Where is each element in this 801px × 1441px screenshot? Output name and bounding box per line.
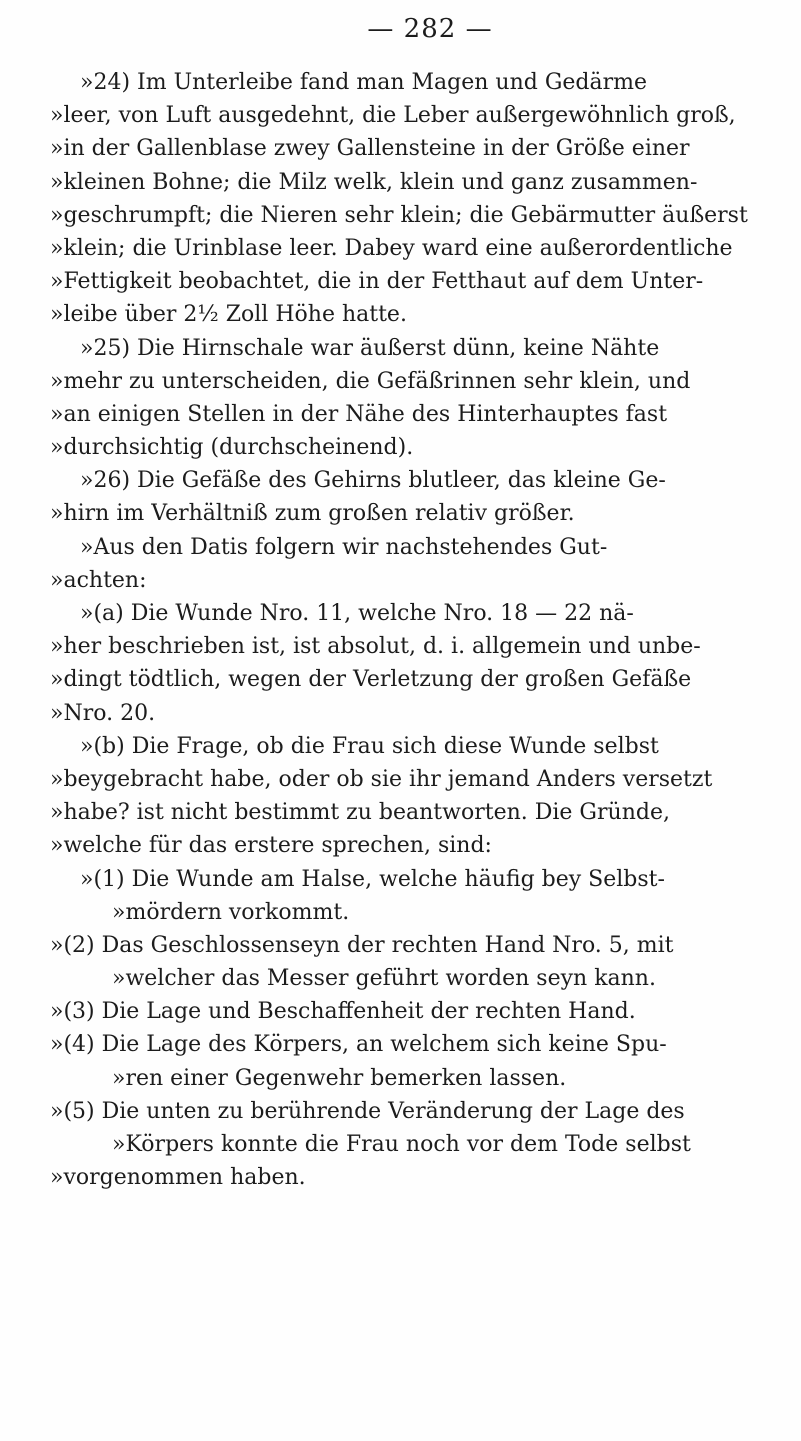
text-line: »24) Im Unterleibe fand man Magen und Gedärme (80, 70, 648, 95)
text-line: »Fettigkeit beobachtet, die in der Fetthaut auf dem Unter- (50, 269, 704, 295)
text-line: »habe? ist nicht bestimmt zu beantworten. Die Gründe, (50, 800, 670, 826)
text-line: »in der Gallenblase zwey Gallensteine in der Größe einer (50, 136, 690, 162)
text-line: »her beschrieben ist, ist absolut, d. i. allgemein und unbe- (50, 634, 701, 660)
text-line: »(5) Die unten zu berührende Veränderung der Lage des (50, 1098, 685, 1124)
text-line: »mehr zu unterscheiden, die Gefäßrinnen sehr klein, und (50, 368, 691, 394)
text-line: »(a) Die Wunde Nro. 11, welche Nro. 18 — 22 nä- (80, 601, 634, 626)
text-line: »mördern vorkommt. (112, 899, 350, 925)
text-line: »an einigen Stellen in der Nähe des Hinterhauptes fast (50, 401, 668, 427)
text-line: »welcher das Messer geführt worden seyn kann. (112, 966, 656, 992)
text-line: »Körpers konnte die Frau noch vor dem Tode selbst (112, 1132, 691, 1157)
text-line: »ren einer Gegenwehr bemerken lassen. (112, 1065, 567, 1091)
text-line: »hirn im Verhältniß zum großen relativ größer. (50, 501, 575, 527)
body-text (50, 66, 780, 1194)
text-line: »geschrumpft; die Nieren sehr klein; die Gebärmutter äußerst (50, 202, 748, 228)
text-line: »(b) Die Frage, ob die Frau sich diese Wunde selbst (80, 733, 659, 759)
text-line: »Nro. 20. (50, 700, 156, 726)
text-line: »durchsichtig (durchscheinend). (50, 435, 414, 461)
text-line: »welche für das erstere sprechen, sind: (50, 833, 492, 859)
text-line: »kleinen Bohne; die Milz welk, klein und ganz zusammen- (50, 169, 698, 195)
text-line: »(3) Die Lage und Beschaffenheit der rechten Hand. (50, 999, 636, 1025)
text-line: »(4) Die Lage des Körpers, an welchem sich keine Spu- (50, 1032, 667, 1058)
text-line: »dingt tödtlich, wegen der Verletzung der großen Gefäße (50, 667, 692, 693)
text-line: »(1) Die Wunde am Halse, welche häufig bey Selbst- (80, 866, 665, 892)
text-line: »klein; die Urinblase leer. Dabey ward eine außerordentliche (50, 235, 733, 261)
text-line: »leibe über 2½ Zoll Höhe hatte. (50, 302, 407, 328)
text-line: »25) Die Hirnschale war äußerst dünn, keine Nähte (80, 335, 660, 361)
text-line: »beygebracht habe, oder ob sie ihr jemand Anders versetzt (50, 766, 713, 792)
page-number: — 282 — (367, 14, 493, 44)
text-line: »Aus den Datis folgern wir nachstehendes Gut- (80, 534, 608, 560)
text-line: »achten: (50, 567, 147, 593)
text-line: »26) Die Gefäße des Gehirns blutleer, das kleine Ge- (80, 468, 666, 494)
text-line: »leer, von Luft ausgedehnt, die Leber außergewöhnlich groß, (50, 103, 736, 129)
text-line: »(2) Das Geschlossenseyn der rechten Hand Nro. 5, mit (50, 932, 674, 958)
text-line: »vorgenommen haben. (50, 1165, 306, 1191)
